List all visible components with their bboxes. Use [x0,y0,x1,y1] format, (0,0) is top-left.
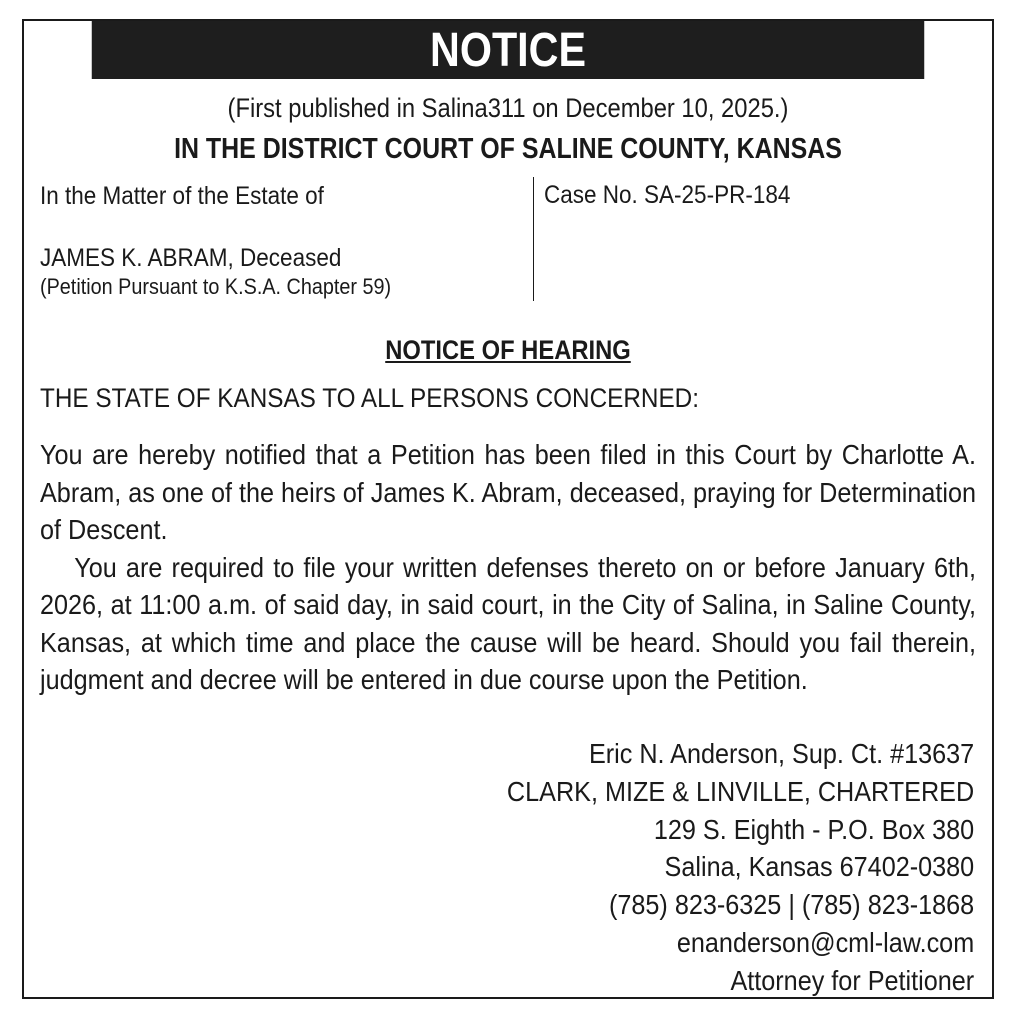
deceased-name: JAMES K. ABRAM, Deceased [40,244,342,272]
legal-notice [22,19,994,999]
attorney-name: Eric N. Anderson, Sup. Ct. #13637 [588,738,974,769]
signature-block [507,735,974,1000]
case-caption [40,181,391,301]
addressee-line: THE STATE OF KANSAS TO ALL PERSONS CONCERNED: [40,383,699,413]
firm-city: Salina, Kansas 67402-0380 [664,851,974,883]
court-name: IN THE DISTRICT COURT OF SALINE COUNTY, KANSAS [174,133,842,165]
publication-line: (First published in Salina311 on December 10, 2025.) [227,93,789,123]
petition-note: (Petition Pursuant to K.S.A. Chapter 59) [40,274,392,299]
body-paragraph-1: You are hereby notified that a Petition has been filed in this Court by Charlotte A. Abram, as one of the heirs of James K. Abram, deceased, praying for Determination of Descent. [40,439,976,545]
body-paragraph-2: You are required to file your written defenses thereto on or before January 6th, 2026, at 11:00 a.m. of said day, in said court, in the City of Salina, in Saline County, Kansas, at which time and place the cause will be heard. Should you fail therein, judgment and decree will be entered in due course upon the Petition. [40,551,976,695]
attorney-role: Attorney for Petitioner [730,964,974,996]
notice-body [40,436,976,699]
firm-phones: (785) 823-6325 | (785) 823-1868 [608,889,974,921]
attorney-email: enanderson@cml-law.com [676,926,974,958]
caption-divider [533,177,534,301]
hearing-title: NOTICE OF HEARING [385,335,631,365]
matter-line: In the Matter of the Estate of [40,182,324,210]
firm-name: CLARK, MIZE & LINVILLE, CHARTERED [506,775,974,807]
firm-address: 129 S. Eighth - P.O. Box 380 [653,813,974,845]
case-number: Case No. SA-25-PR-184 [544,181,791,209]
notice-header: NOTICE [92,21,924,79]
